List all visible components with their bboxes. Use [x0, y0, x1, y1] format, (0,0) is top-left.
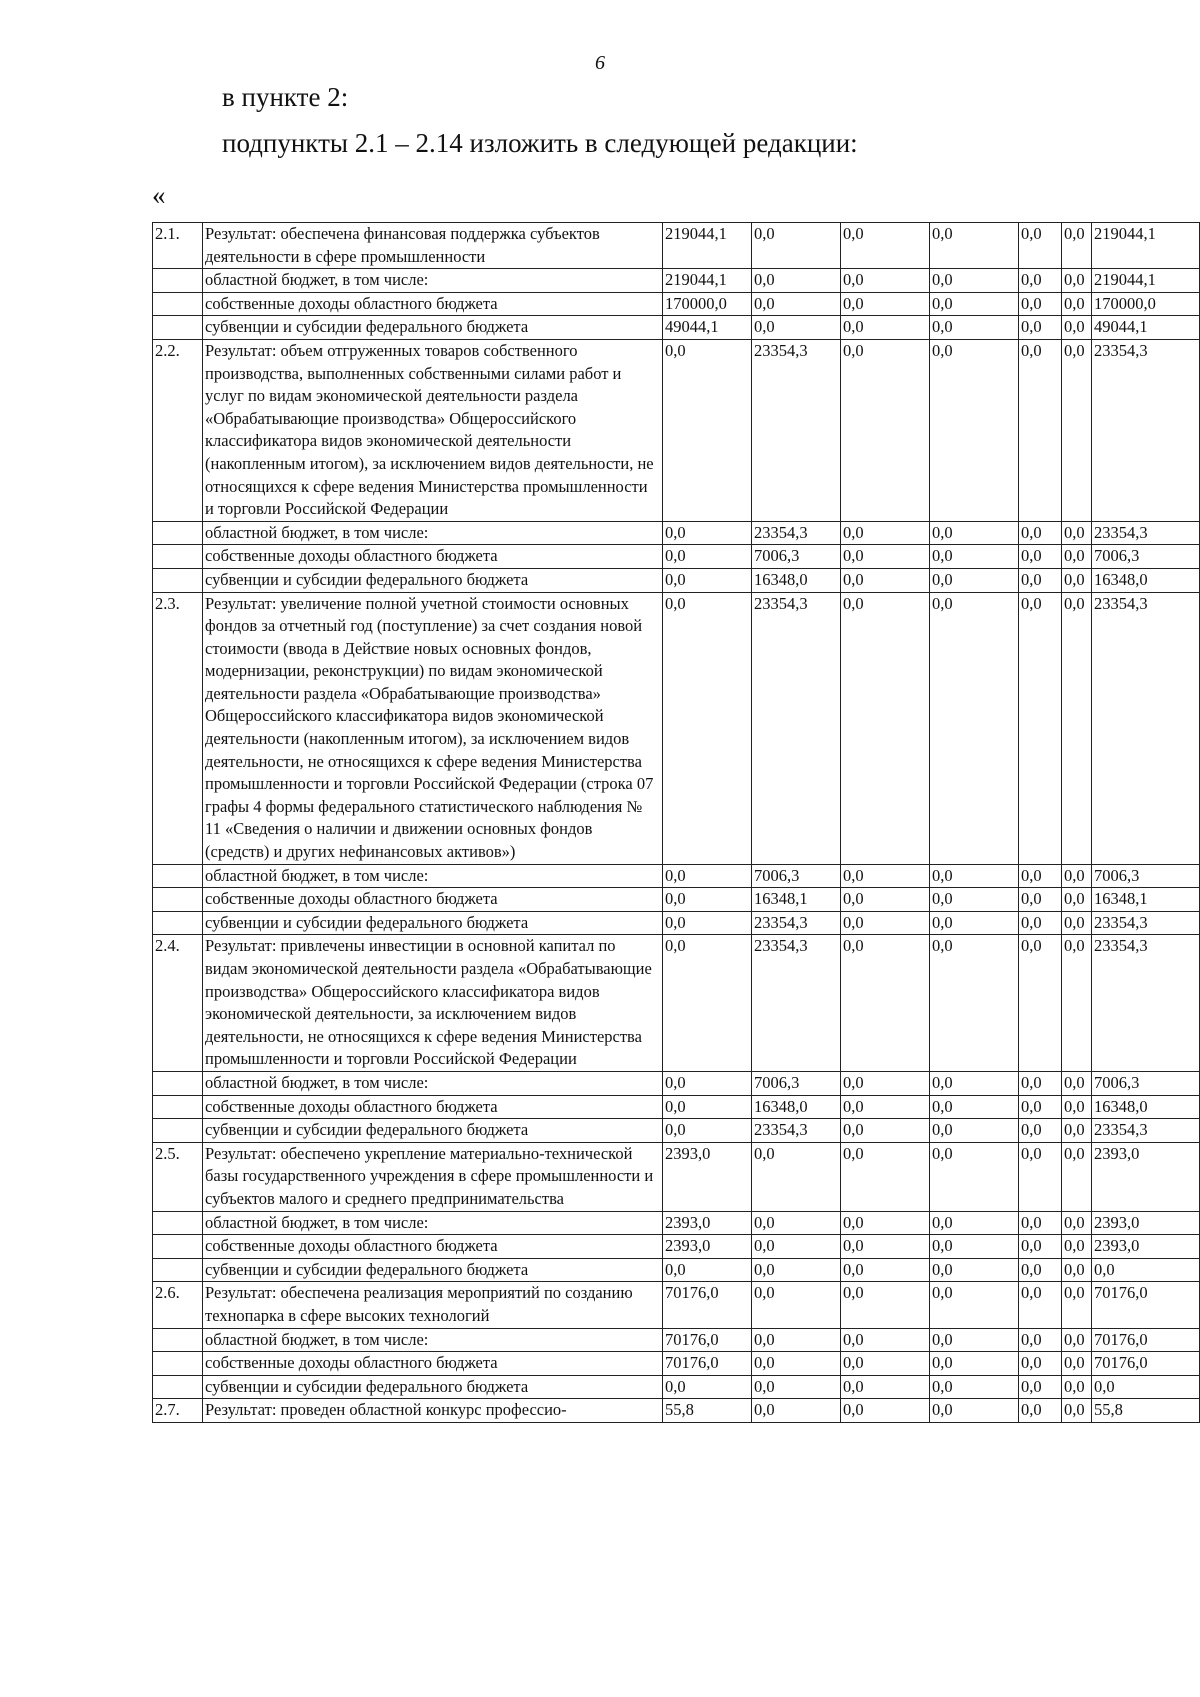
value-col-5: 0,0: [1019, 1399, 1062, 1423]
value-col-2: 16348,0: [752, 568, 841, 592]
row-description: субвенции и субсидии федерального бюджета: [203, 911, 663, 935]
value-col-6: 0,0: [1062, 316, 1092, 340]
value-col-1: 0,0: [663, 888, 752, 912]
value-col-4: 0,0: [930, 1375, 1019, 1399]
total-value: 219044,1: [1092, 269, 1200, 293]
value-col-2: 0,0: [752, 1211, 841, 1235]
total-value: 23354,3: [1092, 911, 1200, 935]
value-col-4: 0,0: [930, 521, 1019, 545]
value-col-2: 23354,3: [752, 1119, 841, 1143]
value-col-3: 0,0: [841, 568, 930, 592]
row-description: Результат: обеспечена реализация мероприятий по созданию технопарка в сфере высоких технологий: [203, 1282, 663, 1328]
value-col-3: 0,0: [841, 1258, 930, 1282]
row-description: Результат: обеспечено укрепление материально-технической базы государственного учреждения в сфере промышленности и субъектов малого и среднего предпринимательства: [203, 1142, 663, 1211]
row-description: областной бюджет, в том числе:: [203, 1328, 663, 1352]
total-value: 23354,3: [1092, 521, 1200, 545]
value-col-5: 0,0: [1019, 592, 1062, 864]
value-col-1: 170000,0: [663, 292, 752, 316]
row-description: Результат: привлечены инвестиции в основной капитал по видам экономической деятельности раздела «Обрабатывающие производства» Общероссийского классификатора видов экономической деятельности, за исключением видов деятельности, не относящихся к сфере ведения Министерства промышленности и торговли Российской Федерации: [203, 935, 663, 1072]
row-number: [153, 1211, 203, 1235]
budget-subrow: [153, 1211, 1200, 1235]
budget-subrow: [153, 864, 1200, 888]
value-col-4: 0,0: [930, 1282, 1019, 1328]
value-col-4: 0,0: [930, 1399, 1019, 1423]
value-col-1: 2393,0: [663, 1211, 752, 1235]
row-number: 2.3.: [153, 592, 203, 864]
budget-subrow: [153, 316, 1200, 340]
value-col-4: 0,0: [930, 592, 1019, 864]
total-value: 0,0: [1092, 1258, 1200, 1282]
result-row: [153, 339, 1200, 521]
value-col-6: 0,0: [1062, 521, 1092, 545]
total-value: 23354,3: [1092, 592, 1200, 864]
total-value: 16348,1: [1092, 888, 1200, 912]
row-description: собственные доходы областного бюджета: [203, 292, 663, 316]
value-col-5: 0,0: [1019, 1142, 1062, 1211]
value-col-5: 0,0: [1019, 864, 1062, 888]
value-col-3: 0,0: [841, 521, 930, 545]
value-col-5: 0,0: [1019, 339, 1062, 521]
value-col-1: 0,0: [663, 521, 752, 545]
row-description: Результат: обеспечена финансовая поддержка субъектов деятельности в сфере промышленности: [203, 223, 663, 269]
value-col-3: 0,0: [841, 1282, 930, 1328]
value-col-2: 0,0: [752, 1235, 841, 1259]
value-col-3: 0,0: [841, 223, 930, 269]
total-value: 23354,3: [1092, 935, 1200, 1072]
row-description: субвенции и субсидии федерального бюджета: [203, 1375, 663, 1399]
budget-table: [152, 222, 1200, 1423]
row-description: Результат: проведен областной конкурс профессио-: [203, 1399, 663, 1423]
value-col-5: 0,0: [1019, 269, 1062, 293]
value-col-3: 0,0: [841, 1071, 930, 1095]
value-col-5: 0,0: [1019, 1095, 1062, 1119]
value-col-3: 0,0: [841, 1328, 930, 1352]
row-number: [153, 1235, 203, 1259]
value-col-6: 0,0: [1062, 592, 1092, 864]
value-col-5: 0,0: [1019, 1258, 1062, 1282]
value-col-2: 0,0: [752, 1142, 841, 1211]
total-value: 0,0: [1092, 1375, 1200, 1399]
row-description: собственные доходы областного бюджета: [203, 1352, 663, 1376]
value-col-4: 0,0: [930, 1258, 1019, 1282]
value-col-4: 0,0: [930, 316, 1019, 340]
value-col-3: 0,0: [841, 1352, 930, 1376]
value-col-1: 219044,1: [663, 223, 752, 269]
row-number: [153, 1071, 203, 1095]
value-col-5: 0,0: [1019, 1375, 1062, 1399]
row-number: [153, 316, 203, 340]
value-col-4: 0,0: [930, 568, 1019, 592]
row-description: Результат: увеличение полной учетной стоимости основных фондов за отчетный год (поступление) за счет создания новой стоимости (ввода в Действие новых основных фондов, модернизации, реконструкции) по видам экономической деятельности раздела «Обрабатывающие производства» Общероссийского классификатора видов экономической деятельности (накопленным итогом), за исключением видов деятельности, не относящихся к сфере ведения Министерства промышленности и торговли Российской Федерации (строка 07 графы 4 формы федерального статистического наблюдения № 11 «Сведения о наличии и движении основных фондов (средств) и других нефинансовых активов»): [203, 592, 663, 864]
value-col-4: 0,0: [930, 888, 1019, 912]
value-col-3: 0,0: [841, 1095, 930, 1119]
value-col-5: 0,0: [1019, 1071, 1062, 1095]
value-col-4: 0,0: [930, 223, 1019, 269]
heading-line-1: в пункте 2:: [222, 82, 349, 112]
result-row: [153, 592, 1200, 864]
row-number: [153, 1258, 203, 1282]
value-col-5: 0,0: [1019, 935, 1062, 1072]
value-col-1: 0,0: [663, 1375, 752, 1399]
row-description: областной бюджет, в том числе:: [203, 1211, 663, 1235]
value-col-6: 0,0: [1062, 1095, 1092, 1119]
value-col-4: 0,0: [930, 545, 1019, 569]
value-col-1: 0,0: [663, 339, 752, 521]
result-row: [153, 223, 1200, 269]
value-col-1: 55,8: [663, 1399, 752, 1423]
budget-table-body: [153, 223, 1200, 1423]
row-number: [153, 1375, 203, 1399]
heading-line-2: подпункты 2.1 – 2.14 изложить в следующей редакции:: [222, 128, 858, 158]
value-col-1: 70176,0: [663, 1352, 752, 1376]
value-col-3: 0,0: [841, 1375, 930, 1399]
value-col-5: 0,0: [1019, 1119, 1062, 1143]
budget-subrow: [153, 911, 1200, 935]
value-col-5: 0,0: [1019, 292, 1062, 316]
budget-subrow: [153, 1071, 1200, 1095]
result-row: [153, 1399, 1200, 1423]
value-col-2: 23354,3: [752, 592, 841, 864]
budget-subrow: [153, 1235, 1200, 1259]
value-col-6: 0,0: [1062, 864, 1092, 888]
row-number: 2.1.: [153, 223, 203, 269]
value-col-6: 0,0: [1062, 1399, 1092, 1423]
value-col-6: 0,0: [1062, 1328, 1092, 1352]
total-value: 219044,1: [1092, 223, 1200, 269]
value-col-6: 0,0: [1062, 888, 1092, 912]
row-number: [153, 269, 203, 293]
value-col-6: 0,0: [1062, 1071, 1092, 1095]
value-col-6: 0,0: [1062, 568, 1092, 592]
row-description: субвенции и субсидии федерального бюджета: [203, 316, 663, 340]
value-col-6: 0,0: [1062, 1258, 1092, 1282]
value-col-4: 0,0: [930, 1352, 1019, 1376]
value-col-1: 0,0: [663, 864, 752, 888]
value-col-3: 0,0: [841, 545, 930, 569]
total-value: 23354,3: [1092, 339, 1200, 521]
value-col-2: 23354,3: [752, 935, 841, 1072]
budget-subrow: [153, 269, 1200, 293]
row-description: субвенции и субсидии федерального бюджета: [203, 1119, 663, 1143]
page-number: 6: [595, 52, 605, 74]
value-col-1: 0,0: [663, 911, 752, 935]
value-col-2: 0,0: [752, 1399, 841, 1423]
value-col-2: 0,0: [752, 316, 841, 340]
value-col-2: 0,0: [752, 1375, 841, 1399]
result-row: [153, 935, 1200, 1072]
total-value: 2393,0: [1092, 1211, 1200, 1235]
value-col-6: 0,0: [1062, 1375, 1092, 1399]
value-col-6: 0,0: [1062, 1142, 1092, 1211]
value-col-3: 0,0: [841, 292, 930, 316]
row-number: [153, 864, 203, 888]
value-col-3: 0,0: [841, 316, 930, 340]
value-col-3: 0,0: [841, 1142, 930, 1211]
value-col-3: 0,0: [841, 592, 930, 864]
value-col-3: 0,0: [841, 864, 930, 888]
value-col-4: 0,0: [930, 269, 1019, 293]
value-col-2: 0,0: [752, 269, 841, 293]
value-col-3: 0,0: [841, 1235, 930, 1259]
row-number: 2.7.: [153, 1399, 203, 1423]
budget-subrow: [153, 568, 1200, 592]
value-col-4: 0,0: [930, 1211, 1019, 1235]
row-number: [153, 1328, 203, 1352]
row-number: [153, 1095, 203, 1119]
value-col-1: 0,0: [663, 1095, 752, 1119]
total-value: 70176,0: [1092, 1352, 1200, 1376]
value-col-2: 0,0: [752, 1328, 841, 1352]
budget-subrow: [153, 1258, 1200, 1282]
total-value: 2393,0: [1092, 1142, 1200, 1211]
value-col-6: 0,0: [1062, 935, 1092, 1072]
row-number: [153, 1119, 203, 1143]
value-col-4: 0,0: [930, 1328, 1019, 1352]
value-col-1: 0,0: [663, 592, 752, 864]
row-description: областной бюджет, в том числе:: [203, 269, 663, 293]
value-col-4: 0,0: [930, 864, 1019, 888]
row-number: 2.2.: [153, 339, 203, 521]
value-col-3: 0,0: [841, 1399, 930, 1423]
row-number: 2.5.: [153, 1142, 203, 1211]
value-col-1: 70176,0: [663, 1282, 752, 1328]
total-value: 7006,3: [1092, 864, 1200, 888]
value-col-5: 0,0: [1019, 1211, 1062, 1235]
value-col-2: 16348,0: [752, 1095, 841, 1119]
value-col-1: 2393,0: [663, 1142, 752, 1211]
total-value: 170000,0: [1092, 292, 1200, 316]
value-col-1: 49044,1: [663, 316, 752, 340]
value-col-6: 0,0: [1062, 1235, 1092, 1259]
value-col-3: 0,0: [841, 339, 930, 521]
value-col-3: 0,0: [841, 269, 930, 293]
budget-subrow: [153, 888, 1200, 912]
value-col-5: 0,0: [1019, 316, 1062, 340]
row-number: [153, 888, 203, 912]
value-col-1: 0,0: [663, 1119, 752, 1143]
value-col-3: 0,0: [841, 935, 930, 1072]
value-col-4: 0,0: [930, 339, 1019, 521]
value-col-5: 0,0: [1019, 545, 1062, 569]
row-description: субвенции и субсидии федерального бюджета: [203, 1258, 663, 1282]
value-col-2: 0,0: [752, 292, 841, 316]
total-value: 16348,0: [1092, 568, 1200, 592]
opening-quote: «: [152, 180, 166, 210]
value-col-2: 7006,3: [752, 864, 841, 888]
value-col-6: 0,0: [1062, 1282, 1092, 1328]
value-col-6: 0,0: [1062, 911, 1092, 935]
budget-subrow: [153, 1095, 1200, 1119]
value-col-1: 0,0: [663, 568, 752, 592]
row-description: областной бюджет, в том числе:: [203, 864, 663, 888]
total-value: 70176,0: [1092, 1282, 1200, 1328]
value-col-1: 0,0: [663, 1071, 752, 1095]
result-row: [153, 1142, 1200, 1211]
total-value: 16348,0: [1092, 1095, 1200, 1119]
result-row: [153, 1282, 1200, 1328]
row-number: [153, 292, 203, 316]
value-col-5: 0,0: [1019, 1235, 1062, 1259]
value-col-4: 0,0: [930, 1095, 1019, 1119]
value-col-2: 7006,3: [752, 545, 841, 569]
total-value: 49044,1: [1092, 316, 1200, 340]
total-value: 70176,0: [1092, 1328, 1200, 1352]
value-col-1: 219044,1: [663, 269, 752, 293]
value-col-3: 0,0: [841, 1119, 930, 1143]
value-col-2: 7006,3: [752, 1071, 841, 1095]
total-value: 7006,3: [1092, 545, 1200, 569]
value-col-4: 0,0: [930, 1071, 1019, 1095]
value-col-4: 0,0: [930, 1235, 1019, 1259]
value-col-6: 0,0: [1062, 339, 1092, 521]
value-col-1: 0,0: [663, 545, 752, 569]
budget-subrow: [153, 292, 1200, 316]
total-value: 7006,3: [1092, 1071, 1200, 1095]
budget-subrow: [153, 545, 1200, 569]
value-col-2: 23354,3: [752, 521, 841, 545]
value-col-3: 0,0: [841, 1211, 930, 1235]
total-value: 23354,3: [1092, 1119, 1200, 1143]
value-col-2: 23354,3: [752, 339, 841, 521]
row-description: собственные доходы областного бюджета: [203, 888, 663, 912]
value-col-2: 23354,3: [752, 911, 841, 935]
row-number: 2.4.: [153, 935, 203, 1072]
value-col-4: 0,0: [930, 935, 1019, 1072]
value-col-4: 0,0: [930, 1119, 1019, 1143]
value-col-6: 0,0: [1062, 1211, 1092, 1235]
row-number: [153, 568, 203, 592]
budget-subrow: [153, 1328, 1200, 1352]
value-col-2: 16348,1: [752, 888, 841, 912]
value-col-2: 0,0: [752, 1282, 841, 1328]
row-number: [153, 1352, 203, 1376]
value-col-5: 0,0: [1019, 911, 1062, 935]
value-col-1: 0,0: [663, 935, 752, 1072]
row-description: собственные доходы областного бюджета: [203, 1235, 663, 1259]
value-col-2: 0,0: [752, 223, 841, 269]
value-col-6: 0,0: [1062, 545, 1092, 569]
value-col-5: 0,0: [1019, 888, 1062, 912]
value-col-3: 0,0: [841, 888, 930, 912]
row-number: 2.6.: [153, 1282, 203, 1328]
value-col-5: 0,0: [1019, 521, 1062, 545]
row-description: субвенции и субсидии федерального бюджета: [203, 568, 663, 592]
value-col-5: 0,0: [1019, 1282, 1062, 1328]
value-col-6: 0,0: [1062, 223, 1092, 269]
row-number: [153, 911, 203, 935]
budget-subrow: [153, 521, 1200, 545]
value-col-1: 70176,0: [663, 1328, 752, 1352]
value-col-6: 0,0: [1062, 1352, 1092, 1376]
value-col-6: 0,0: [1062, 1119, 1092, 1143]
value-col-4: 0,0: [930, 1142, 1019, 1211]
value-col-2: 0,0: [752, 1258, 841, 1282]
budget-subrow: [153, 1352, 1200, 1376]
value-col-6: 0,0: [1062, 292, 1092, 316]
value-col-5: 0,0: [1019, 1328, 1062, 1352]
value-col-5: 0,0: [1019, 223, 1062, 269]
value-col-2: 0,0: [752, 1352, 841, 1376]
value-col-6: 0,0: [1062, 269, 1092, 293]
row-description: собственные доходы областного бюджета: [203, 545, 663, 569]
value-col-5: 0,0: [1019, 568, 1062, 592]
row-number: [153, 545, 203, 569]
value-col-1: 0,0: [663, 1258, 752, 1282]
value-col-1: 2393,0: [663, 1235, 752, 1259]
value-col-4: 0,0: [930, 292, 1019, 316]
row-description: областной бюджет, в том числе:: [203, 1071, 663, 1095]
row-description: Результат: объем отгруженных товаров собственного производства, выполненных собственными силами работ и услуг по видам экономической деятельности раздела «Обрабатывающие производства» Общероссийского классификатора видов экономической деятельности (накопленным итогом), за исключением видов деятельности, не относящихся к сфере ведения Министерства промышленности и торговли Российской Федерации: [203, 339, 663, 521]
budget-subrow: [153, 1119, 1200, 1143]
value-col-5: 0,0: [1019, 1352, 1062, 1376]
row-number: [153, 521, 203, 545]
row-description: областной бюджет, в том числе:: [203, 521, 663, 545]
budget-subrow: [153, 1375, 1200, 1399]
row-description: собственные доходы областного бюджета: [203, 1095, 663, 1119]
total-value: 55,8: [1092, 1399, 1200, 1423]
value-col-4: 0,0: [930, 911, 1019, 935]
total-value: 2393,0: [1092, 1235, 1200, 1259]
value-col-3: 0,0: [841, 911, 930, 935]
